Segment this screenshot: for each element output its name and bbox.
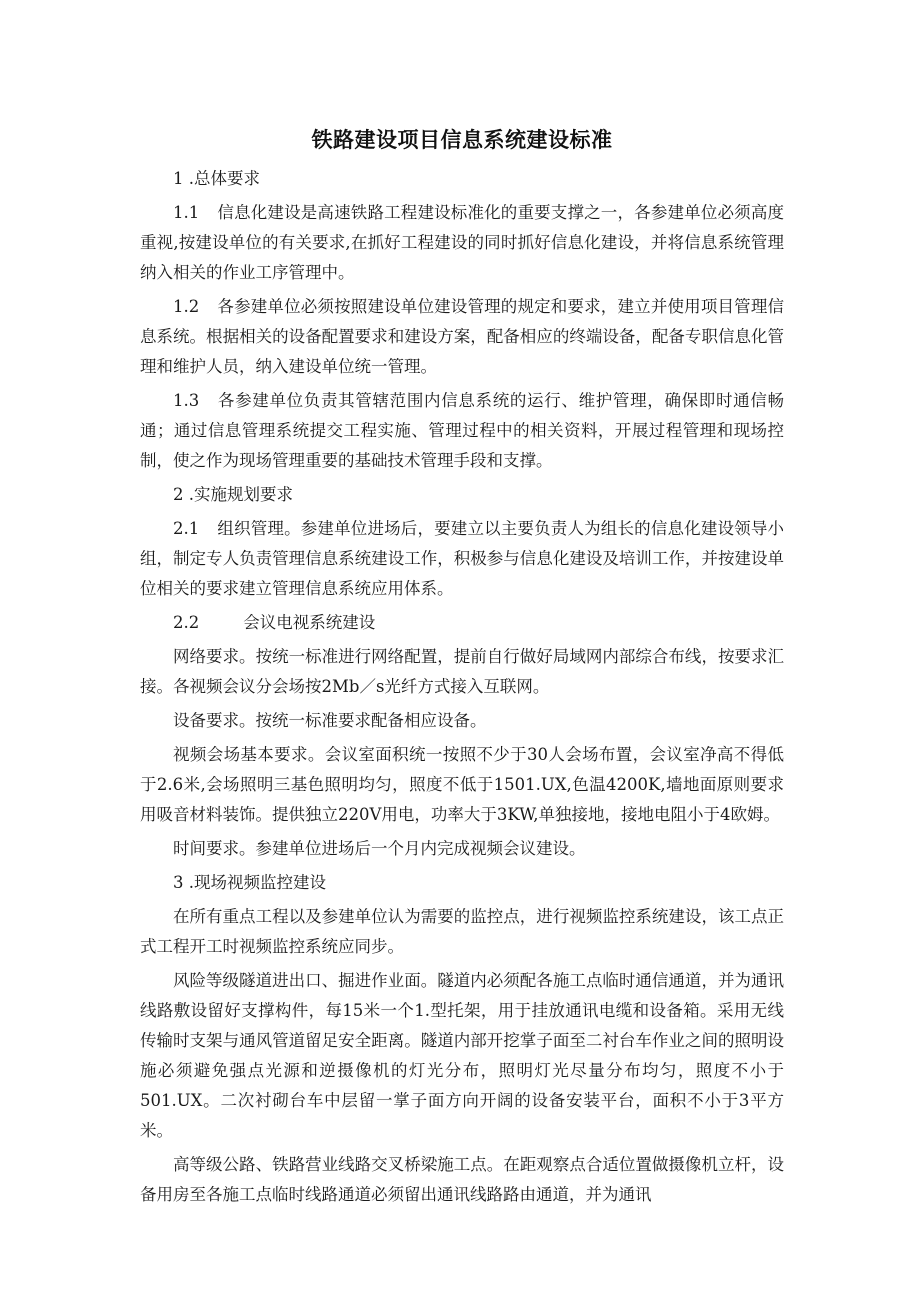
document-page <box>140 124 784 1214</box>
clause-number: 1.3 <box>173 391 200 410</box>
document-title: 铁路建设项目信息系统建设标准 <box>311 128 613 152</box>
paragraph-text: 各参建单位负责其管辖范围内信息系统的运行、维护管理，确保即时通信畅通；通过信息管理系统提交工程实施、管理过程中的相关资料，开展过程管理和现场控制，使之作为现场管理重要的基础技术管理手段和支撑。 <box>140 391 784 470</box>
section-heading: 2 .实施规划要求 <box>173 485 293 504</box>
subsection-title: 会议电视系统建设 <box>243 613 376 632</box>
subsection-heading <box>140 608 784 638</box>
paragraph-1-2 <box>140 292 784 382</box>
clause-number: 1.1 <box>173 203 200 222</box>
paragraph-network: 网络要求。按统一标准进行网络配置，提前自行做好局域网内部综合布线，按要求汇接。各视频会议分会场按2Mb／s光纤方式接入互联网。 <box>140 647 784 696</box>
section-heading: 1 .总体要求 <box>173 169 260 188</box>
paragraph-text: 信息化建设是高速铁路工程建设标准化的重要支撑之一，各参建单位必须高度重视,按建设单位的有关要求,在抓好工程建设的同时抓好信息化建设，并将信息系统管理纳入相关的作业工序管理中。 <box>140 203 784 282</box>
clause-number: 1.2 <box>173 297 200 316</box>
clause-number: 2.2 <box>173 613 200 632</box>
paragraph-schedule: 时间要求。参建单位进场后一个月内完成视频会议建设。 <box>173 839 586 858</box>
clause-number: 2.1 <box>173 519 200 538</box>
paragraph-text: 各参建单位必须按照建设单位建设管理的规定和要求，建立并使用项目管理信息系统。根据相关的设备配置要求和建设方案，配备相应的终端设备，配备专职信息化管理和维护人员，纳入建设单位统一管理。 <box>140 297 784 376</box>
paragraph-venue: 视频会场基本要求。会议室面积统一按照不少于30人会场布置，会议室净高不得低于2.6米,会场照明三基色照明均匀，照度不低于1501.UX,色温4200K,墙地面原则要求用吸音材料装饰。提供独立220V用电，功率大于3KW,单独接地，接地电阻小于4欧姆。 <box>140 745 784 824</box>
paragraph-monitoring: 在所有重点工程以及参建单位认为需要的监控点，进行视频监控系统建设，该工点正式工程开工时视频监控系统应同步。 <box>140 907 784 956</box>
paragraph-1-3 <box>140 386 784 476</box>
paragraph-bridge: 高等级公路、铁路营业线路交叉桥梁施工点。在距观察点合适位置做摄像机立杆，设备用房至各施工点临时线路通道必须留出通讯线路路由通道，并为通讯 <box>140 1155 784 1204</box>
paragraph-2-1 <box>140 514 784 604</box>
paragraph-equipment: 设备要求。按统一标准要求配备相应设备。 <box>173 711 487 730</box>
section-heading: 3 .现场视频监控建设 <box>173 873 326 892</box>
paragraph-tunnel: 风险等级隧道进出口、掘进作业面。隧道内必须配各施工点临时通信通道，并为通讯线路敷设留好支撑构件，每15米一个1.型托架，用于挂放通讯电缆和设备箱。采用无线传输时支架与通风管道留足安全距离。隧道内部开挖掌子面至二衬台车作业之间的照明设施必须避免强点光源和逆摄像机的灯光分布，照明灯光尽量分布均匀，照度不小于501.UX。二次衬砌台车中层留一掌子面方向开阔的设备安装平台，面积不小于3平方米。 <box>140 971 784 1140</box>
paragraph-text: 组织管理。参建单位进场后，要建立以主要负责人为组长的信息化建设领导小组，制定专人负责管理信息系统建设工作，积极参与信息化建设及培训工作，并按建设单位相关的要求建立管理信息系统应用体系。 <box>140 519 784 598</box>
paragraph-1-1 <box>140 198 784 288</box>
